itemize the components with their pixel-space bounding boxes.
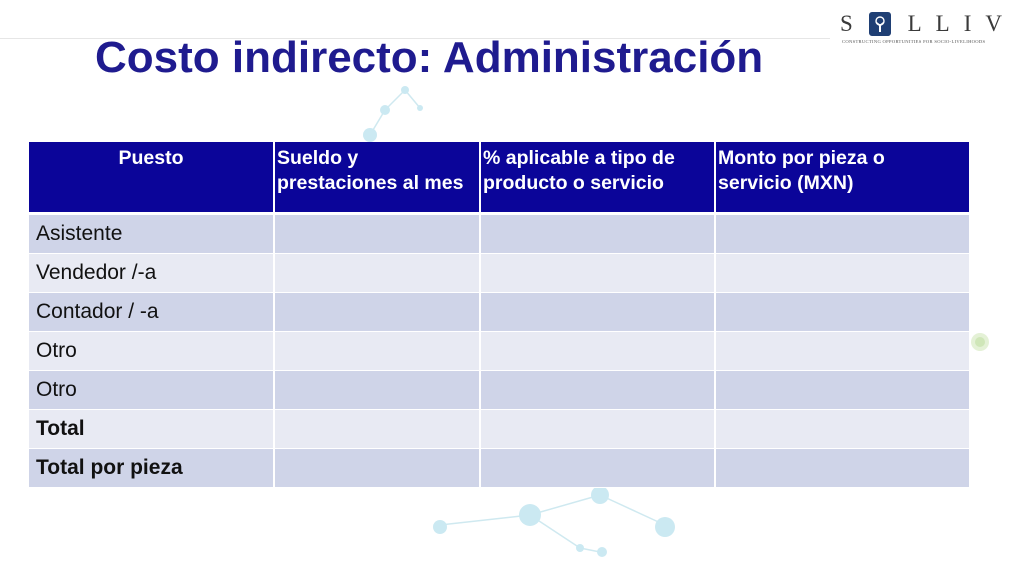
table-row [29,449,969,488]
table-body [29,214,969,488]
table-cell[interactable] [715,254,969,293]
slide-title: Costo indirecto: Administración [95,33,764,82]
column-header-4 [715,142,969,214]
table-cell[interactable] [480,449,715,488]
column-header-line: % aplicable a tipo de [483,147,675,169]
row-label: Contador / -a [29,293,274,332]
logo-letters-lliv: LLIV [907,11,1016,36]
column-header-line: prestaciones al mes [277,172,464,194]
table-cell[interactable] [480,293,715,332]
table-cell[interactable] [274,332,480,371]
column-header-line: servicio (MXN) [718,172,854,194]
column-header-line: producto o servicio [483,172,664,194]
column-header-line: Puesto [118,147,184,169]
table-cell[interactable] [274,371,480,410]
row-label: Otro [29,332,274,371]
table-cell[interactable] [480,332,715,371]
table-cell[interactable] [274,214,480,254]
column-header-2 [274,142,480,214]
table-cell[interactable] [480,214,715,254]
table-row [29,293,969,332]
table-cell[interactable] [715,449,969,488]
column-header-line: Monto por pieza o [718,147,885,169]
table-row [29,410,969,449]
table-header-row [29,142,969,214]
column-header-3 [480,142,715,214]
logo-wordmark [840,10,1016,38]
table-cell[interactable] [480,254,715,293]
table-cell[interactable] [274,410,480,449]
table-cell[interactable] [274,293,480,332]
cost-table [29,142,969,488]
table-cell[interactable] [715,332,969,371]
row-label: Total [29,410,274,449]
table-cell[interactable] [715,214,969,254]
table-row [29,371,969,410]
table-cell[interactable] [715,371,969,410]
logo-tagline: CONSTRUCTING OPPORTUNITIES FOR SOCIO-LIVELIHOODS [842,39,986,44]
table-row [29,254,969,293]
column-header-line: Sueldo y [277,147,359,169]
table-cell[interactable] [715,293,969,332]
table-row [29,214,969,254]
column-header-1 [29,142,274,214]
table-cell[interactable] [480,371,715,410]
row-label: Vendedor /-a [29,254,274,293]
table-cell[interactable] [274,449,480,488]
logo-letter-s: S [840,11,853,36]
solliv-logo [838,6,1018,50]
table-cell[interactable] [274,254,480,293]
table-cell[interactable] [480,410,715,449]
row-label: Otro [29,371,274,410]
tree-icon [869,12,891,36]
row-label: Asistente [29,214,274,254]
row-label: Total por pieza [29,449,274,488]
table-cell[interactable] [715,410,969,449]
table-row [29,332,969,371]
